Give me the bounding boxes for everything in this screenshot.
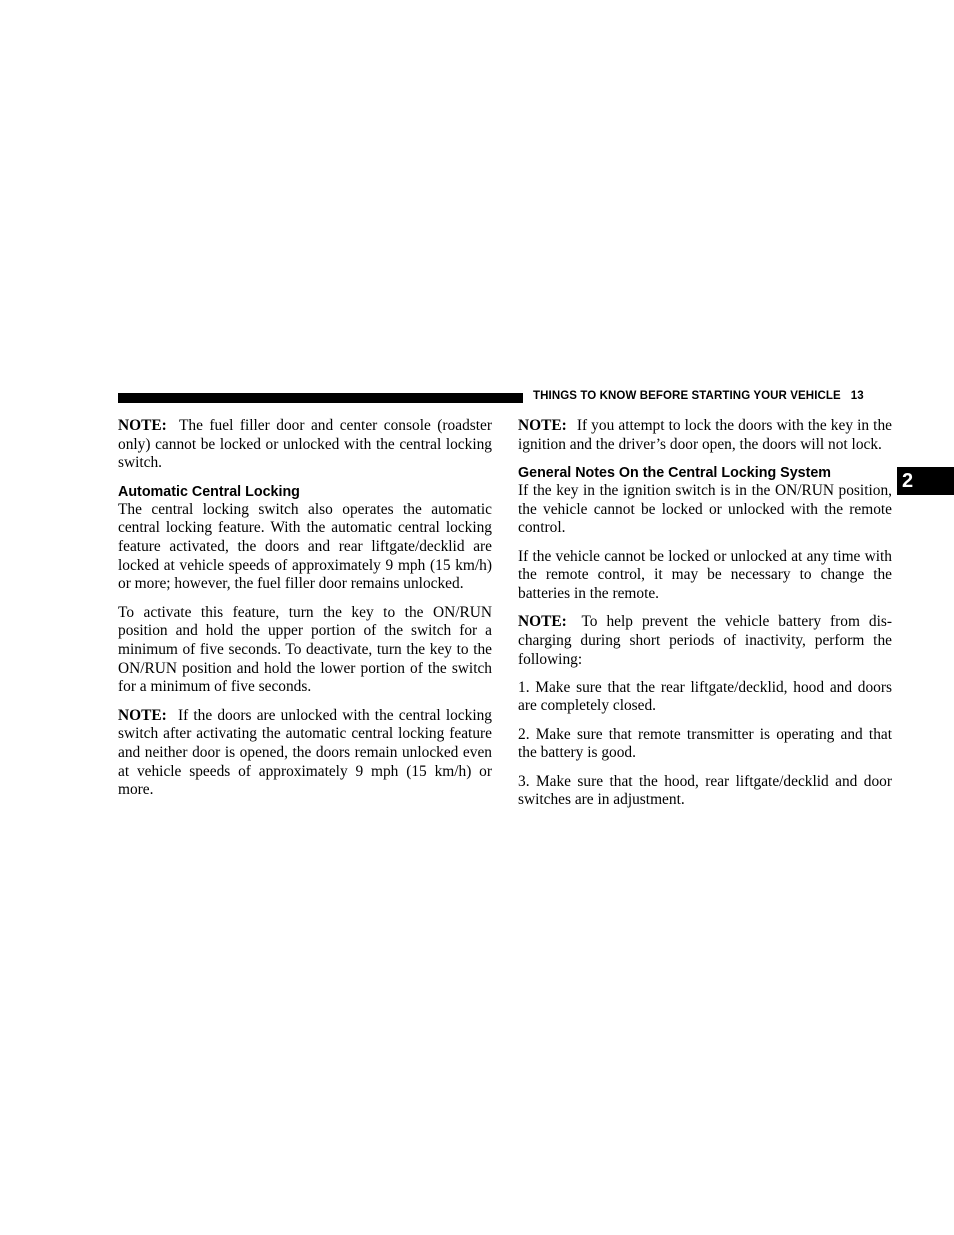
note-paragraph (118, 707, 492, 801)
note-text: If the doors are unlocked with the central locking switch after activating the automatic central locking feature and neither door is opened, the doors remain unlocked even at vehicle speeds of approximately 9 mph (15 km/h) or more. (118, 706, 492, 799)
header-title: THINGS TO KNOW BEFORE STARTING YOUR VEHICLE (533, 390, 841, 402)
left-column (118, 417, 492, 810)
list-item: 3. Make sure that the hood, rear liftgate/decklid and door switches are in adjustment. (518, 772, 892, 809)
note-paragraph (118, 417, 492, 473)
note-text: To help prevent the vehicle battery from discharging during short periods of inactivity, perform the following: (518, 613, 893, 668)
right-column (518, 417, 892, 819)
chapter-tab: 2 (897, 467, 954, 495)
note-text: The fuel filler door and center console (roadster only) cannot be locked or unlocked with the central locking switch. (118, 417, 492, 472)
note-paragraph (518, 417, 892, 454)
body-paragraph: If the vehicle cannot be locked or unlocked at any time with the remote control, it may be necessary to change the batteries in the remote. (518, 547, 892, 602)
body-paragraph: If the key in the ignition switch is in the ON/RUN position, the vehicle cannot be locked or unlocked with the remote control. (518, 481, 892, 537)
note-label: NOTE: (518, 613, 567, 631)
page-number: 13 (850, 390, 864, 402)
note-text: If you attempt to lock the doors with the key in the ignition and the driver’s door open, the doors will not lock. (518, 417, 892, 453)
list-item: 2. Make sure that remote transmitter is operating and that the battery is good. (518, 725, 892, 762)
note-label: NOTE: (518, 417, 567, 434)
running-header (533, 390, 864, 402)
body-paragraph: To activate this feature, turn the key to the ON/RUN position and hold the upper portion of the switch for a minimum of five seconds. To deactivate, turn the key to the ON/RUN position and hold the lower portion of the switch for a minimum of five seconds. (118, 603, 492, 696)
section-heading-automatic-central-locking: Automatic Central Locking (118, 483, 300, 500)
section-heading-general-notes: General Notes On the Central Locking System (518, 464, 832, 481)
body-paragraph: The central locking switch also operates the automatic central locking feature. With the automatic central locking feature activated, the doors and rear liftgate/decklid are locked at vehicle speeds of approximately 9 mph (15 km/h) or more; however, the fuel filler door remains unlocked. (118, 500, 492, 593)
note-label: NOTE: (118, 706, 167, 724)
note-paragraph (518, 613, 892, 669)
list-item: 1. Make sure that the rear liftgate/decklid, hood and doors are completely closed. (518, 678, 892, 715)
note-label: NOTE: (118, 417, 167, 434)
header-rule (118, 393, 523, 403)
